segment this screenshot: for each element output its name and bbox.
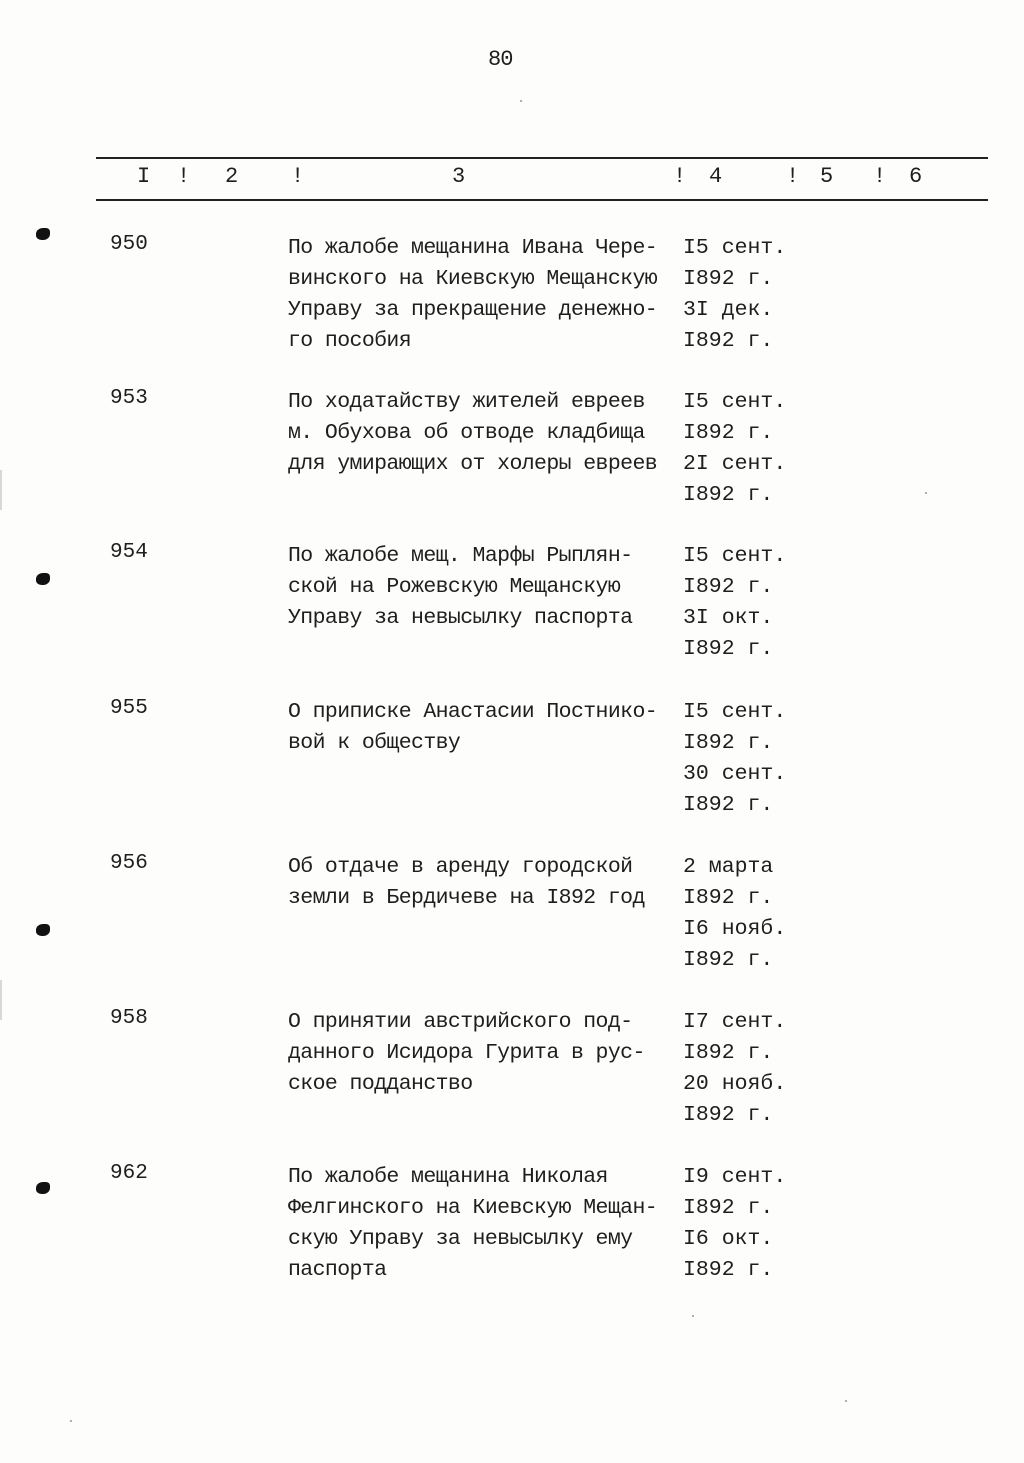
date-start: 2 марта <box>683 855 774 879</box>
entry-number: 953 <box>110 387 148 410</box>
description-line: винского на Киевскую Мещанскую <box>288 267 658 291</box>
entry-number: 962 <box>110 1162 148 1185</box>
scan-speck <box>925 492 927 494</box>
binding-hole-mark <box>36 228 50 240</box>
description-line: О приписке Анастасии Постнико- <box>288 700 658 724</box>
description-line: ской на Рожевскую Мещанскую <box>288 575 621 599</box>
header-rule-bottom <box>96 199 988 201</box>
header-col-5: 5 <box>820 164 834 189</box>
entry-description <box>288 697 688 759</box>
date-end-year: I892 г. <box>683 948 774 972</box>
date-start: I5 сент. <box>683 544 787 568</box>
table-row <box>0 541 1024 671</box>
description-line: Фелгинского на Киевскую Мещан- <box>288 1196 658 1220</box>
header-col-3: 3 <box>452 164 466 189</box>
date-end-year: I892 г. <box>683 329 774 353</box>
date-end-year: I892 г. <box>683 1258 774 1282</box>
date-end-year: I892 г. <box>683 1103 774 1127</box>
entry-number: 956 <box>110 852 148 875</box>
date-end: I6 окт. <box>683 1227 774 1251</box>
date-end-year: I892 г. <box>683 793 774 817</box>
description-line: паспорта <box>288 1258 387 1282</box>
date-start: I5 сент. <box>683 390 787 414</box>
scan-speck <box>70 1420 72 1422</box>
scan-speck <box>692 1315 694 1317</box>
entry-description <box>288 852 688 914</box>
header-separator: ! <box>673 164 687 189</box>
description-line: го пособия <box>288 329 412 353</box>
header-separator: ! <box>291 164 305 189</box>
header-rule-top <box>96 157 988 159</box>
date-start: I7 сент. <box>683 1010 787 1034</box>
scan-margin-edge <box>0 470 2 510</box>
entry-dates <box>683 852 803 976</box>
description-line: Управу за невысылку паспорта <box>288 606 633 630</box>
date-start-year: I892 г. <box>683 886 774 910</box>
header-separator: ! <box>177 164 191 189</box>
scan-margin-edge <box>0 980 2 1020</box>
description-line: ское подданство <box>288 1072 473 1096</box>
entry-description <box>288 1162 688 1286</box>
date-start: I5 сент. <box>683 236 787 260</box>
description-line: По жалобе мещанина Николая <box>288 1165 608 1189</box>
scan-speck <box>520 100 522 102</box>
description-line: Управу за прекращение денежно- <box>288 298 658 322</box>
entry-dates <box>683 233 803 357</box>
header-col-4: 4 <box>709 164 723 189</box>
table-row <box>0 387 1024 517</box>
description-line: земли в Бердичеве на I892 год <box>288 886 645 910</box>
description-line: скую Управу за невысылку ему <box>288 1227 633 1251</box>
binding-hole-mark <box>36 924 50 936</box>
entry-description <box>288 541 688 634</box>
description-line: По ходатайству жителей евреев <box>288 390 645 414</box>
table-row <box>0 852 1024 982</box>
entry-description <box>288 387 688 480</box>
description-line: вой к обществу <box>288 731 461 755</box>
entry-dates <box>683 1007 803 1131</box>
date-end: 2I сент. <box>683 452 787 476</box>
date-end: 3I дек. <box>683 298 774 322</box>
entry-dates <box>683 1162 803 1286</box>
entry-dates <box>683 697 803 821</box>
header-col-1: I <box>137 164 151 189</box>
table-row <box>0 233 1024 363</box>
page-number: 80 <box>488 47 513 72</box>
entry-dates <box>683 387 803 511</box>
date-end: I6 нояб. <box>683 917 787 941</box>
description-line: По жалобе мещанина Ивана Чере- <box>288 236 658 260</box>
entry-description <box>288 233 688 357</box>
table-row <box>0 1162 1024 1292</box>
binding-hole-mark <box>36 1182 50 1194</box>
description-line: для умирающих от холеры евреев <box>288 452 658 476</box>
date-end: 20 нояб. <box>683 1072 787 1096</box>
date-start-year: I892 г. <box>683 575 774 599</box>
date-start-year: I892 г. <box>683 267 774 291</box>
entry-number: 955 <box>110 697 148 720</box>
table-row <box>0 697 1024 827</box>
date-end: 30 сент. <box>683 762 787 786</box>
date-start-year: I892 г. <box>683 421 774 445</box>
entry-number: 954 <box>110 541 148 564</box>
date-start: I5 сент. <box>683 700 787 724</box>
entry-number: 958 <box>110 1007 148 1030</box>
description-line: По жалобе мещ. Марфы Рыплян- <box>288 544 633 568</box>
table-row <box>0 1007 1024 1137</box>
description-line: м. Обухова об отводе кладбища <box>288 421 645 445</box>
description-line: О принятии австрийского под- <box>288 1010 633 1034</box>
binding-hole-mark <box>36 573 50 585</box>
date-start-year: I892 г. <box>683 1196 774 1220</box>
date-end: 3I окт. <box>683 606 774 630</box>
date-end-year: I892 г. <box>683 637 774 661</box>
header-separator: ! <box>873 164 887 189</box>
header-separator: ! <box>786 164 800 189</box>
header-col-2: 2 <box>225 164 239 189</box>
header-col-6: 6 <box>909 164 923 189</box>
date-start: I9 сент. <box>683 1165 787 1189</box>
entry-number: 950 <box>110 233 148 256</box>
entry-description <box>288 1007 688 1100</box>
date-start-year: I892 г. <box>683 1041 774 1065</box>
date-end-year: I892 г. <box>683 483 774 507</box>
date-start-year: I892 г. <box>683 731 774 755</box>
description-line: Об отдаче в аренду городской <box>288 855 633 879</box>
entry-dates <box>683 541 803 665</box>
scan-speck <box>845 1400 847 1402</box>
description-line: данного Исидора Гурита в рус- <box>288 1041 645 1065</box>
